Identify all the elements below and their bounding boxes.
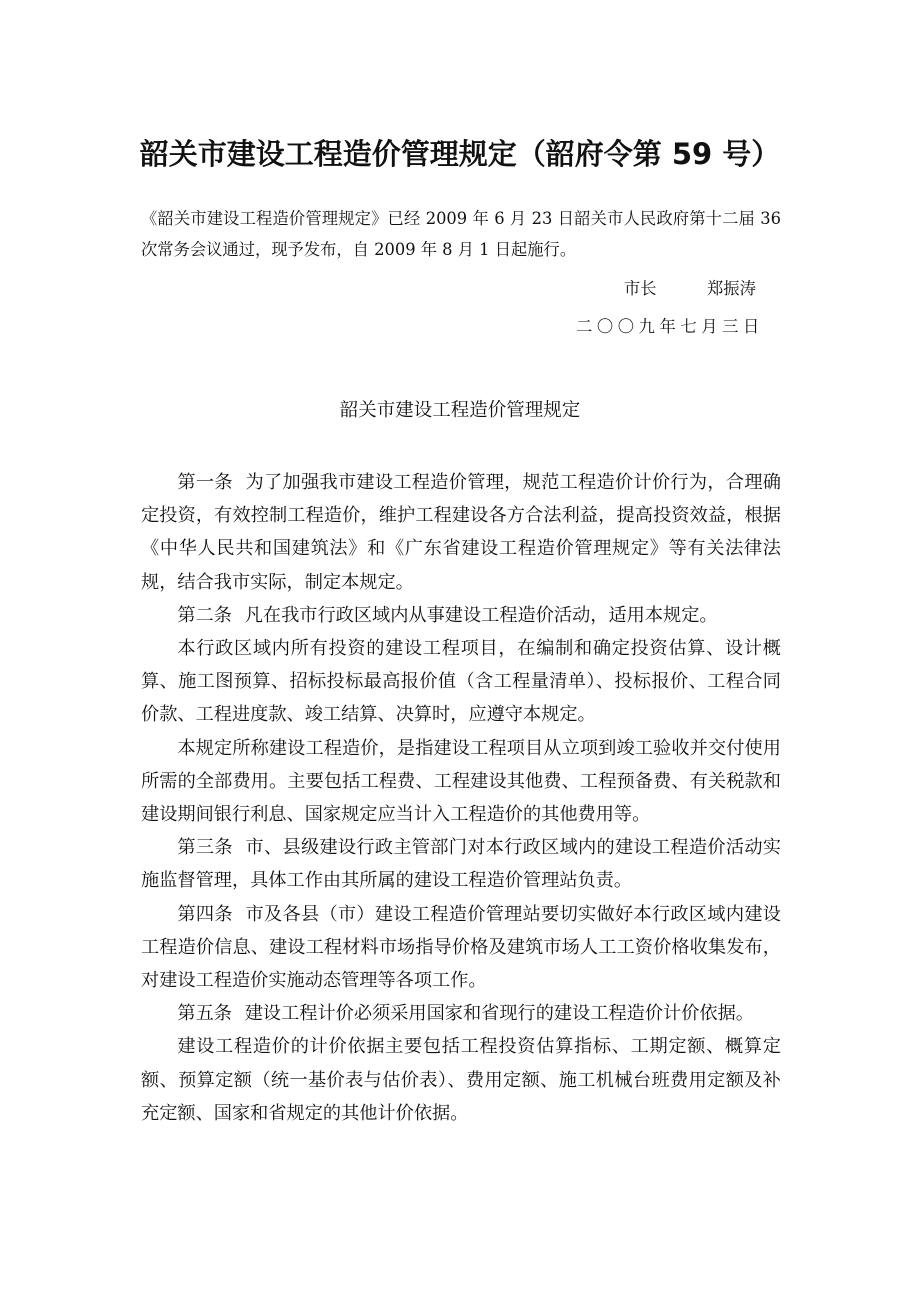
article-text: 本规定所称建设工程造价，是指建设工程项目从立项到竣工验收并交付使用所需的全部费用。主要包括工程费、工程建设其他费、工程预备费、有关税款和建设期间银行利息、国家规定应当计入工程造价的其他费用等。 bbox=[141, 737, 781, 826]
article-paragraph bbox=[141, 831, 781, 897]
regulation-body bbox=[141, 466, 781, 1130]
article-paragraph bbox=[141, 732, 781, 832]
signatory-name: 郑振涛 bbox=[707, 279, 756, 298]
article-text: 为了加强我市建设工程造价管理，规范工程造价计价行为，合理确定投资，有效控制工程造价，维护工程建设各方合法利益，提高投资效益，根据《中华人民共和国建筑法》和《广东省建设工程造价管理规定》等有关法律法规，结合我市实际，制定本规定。 bbox=[141, 472, 781, 593]
article-number: 第二条 bbox=[177, 604, 232, 626]
article-number: 第一条 bbox=[177, 472, 233, 493]
article-paragraph bbox=[141, 997, 781, 1030]
article-text: 凡在我市行政区域内从事建设工程造价活动，适用本规定。 bbox=[244, 604, 718, 626]
article-number: 第五条 bbox=[177, 1003, 232, 1025]
article-text: 建设工程造价的计价依据主要包括工程投资估算指标、工期定额、概算定额、预算定额（统一基价表与估价表）、费用定额、施工机械台班费用定额及补充定额、国家和省规定的其他计价依据。 bbox=[141, 1036, 781, 1124]
article-number: 第四条 bbox=[177, 903, 233, 925]
promulgation-notice bbox=[141, 203, 781, 265]
article-paragraph bbox=[141, 898, 781, 998]
article-paragraph bbox=[141, 599, 781, 632]
article-paragraph bbox=[141, 1030, 781, 1130]
article-paragraph bbox=[141, 466, 781, 599]
regulation-title: 韶关市建设工程造价管理规定 bbox=[339, 400, 581, 421]
intro-text: 《韶关市建设工程造价管理规定》已经 2009 年 6 月 23 日韶关市人民政府第十二届 36 次常务会议通过，现予发布，自 2009 年 8 月 1 日起施行。 bbox=[141, 209, 781, 259]
article-number: 第三条 bbox=[177, 837, 233, 859]
article-paragraph bbox=[141, 632, 781, 732]
article-text: 本行政区域内所有投资的建设工程项目，在编制和确定投资估算、设计概算、施工图预算、招标投标最高报价值（含工程量清单）、投标报价、工程合同价款、工程进度款、竣工结算、决算时，应遵守本规定。 bbox=[141, 638, 781, 726]
article-text: 市、县级建设行政主管部门对本行政区域内的建设工程造价活动实施监督管理，具体工作由其所属的建设工程造价管理站负责。 bbox=[141, 837, 781, 892]
signature-date: 二〇〇九年七月三日 bbox=[576, 317, 764, 336]
article-text: 建设工程计价必须采用国家和省现行的建设工程造价计价依据。 bbox=[244, 1003, 754, 1025]
document-title: 韶关市建设工程造价管理规定（韶府令第 59 号） bbox=[139, 137, 781, 171]
signatory-title: 市长 bbox=[624, 279, 657, 298]
article-text: 市及各县（市）建设工程造价管理站要切实做好本行政区域内建设工程造价信息、建设工程材料市场指导价格及建筑市场人工工资价格收集发布，对建设工程造价实施动态管理等各项工作。 bbox=[141, 903, 781, 992]
